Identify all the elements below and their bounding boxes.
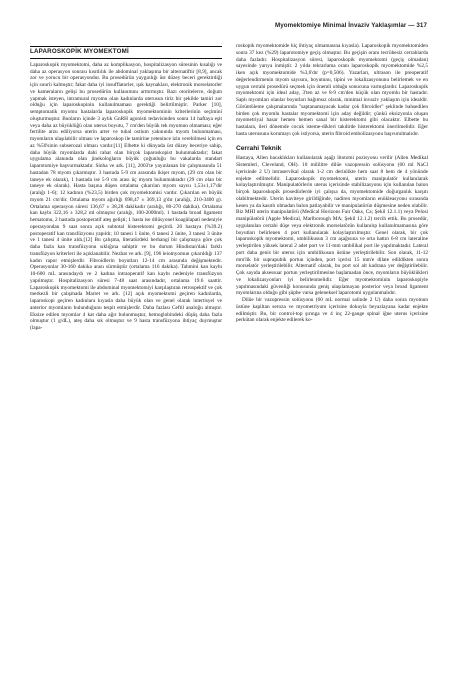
body-paragraph: Laparoskopik myomektomi, daha az komplikasyon, hospitalizasyon süresinin kısalığı ve daha az operasyon sonrası kısıtlılık ile abdominal yaklaşıma bir alternatiftir [8,9], ancak zor ve yorucu bir operasyondur. Bu prosedürün yaygınlığı üst düzey beceri gerektirdiği için sınırlı kalmıştır; fakat daha iyi insufflatorler, ışık kaynakları, elektronik morselatorler ve kameraların gelişi bu prosedürün kullanımını arttırmıştır. Bazı otoritelerce, doğum yapmak isteyen, intramural myomu olan kadınlarda uterusun tiriz bir şekilde tamiri zor olduğu için laparoskopinin kullanılmaması gerektiği belirtilmiştir. Parker [10], semptomatik myomu hastalarda laparoskopik myomektominin kriterlerinin seçimini oluşturmuştur. Bunların içinde 3 aylık GnRH agonisti tedavisinden sonra 14 haftaya eşit veya daha az büyüklüğü olan uterus boyutu, 7 cm'den büyük tek myomun olmaması; eğer fertilite arzu ediliyorsa uterin arter ve tubal ostium yakınında myom bulunmaması, myomların ulaşılabilir olması ve laparoskop ile tamirine yetenince izin verebilmesi için en az %50'sinin subserozal olması vardır.[11] Elbette ki dünyada üst düzey beceriye sahip, daha büyük myomlarda dahi rahat olan birçok laparoskopist bulunmaktadır; fakat uygulama alanında olan jinekologların büyük çoğunluğu bu vakalarda standart laparotomiye başvurmaktadır. Sinha ve ark. [11], 2003'te yayınlanan bir çalışmasında 51 hastadan 78 myom çıkarmıştır. 3 hastada 5-9 cm arasında ikişer myom, (29 cm olan bir taneye ek olarak), 1 hastada ise 5-9 cm arası üç myom bulunmaktadır (29 cm olan bir taneye ek olarak). Hasta başına düşen ortalama çıkarılan myom sayısı 1,53±1,17'dir (aralığı 1-6); 12 kadının (%23,5) birden çok myomektomisi vardır. Çıkarılan en büyük myom 21 cm'dir. Ortalama myom ağırlığı 698,47 ± 369,13 g'dır (aralığı, 210-3400 g). Ortalama operasyon süresi 136,67 ± 38,28 dakikadır (aralığı, 80-270 dakika). Ortalama kan kaybı 322,16 ± 328,2 ml olmuştur (aralığı, 100-2000ml). 1 hastada broad ligament hematomu, 2 hastada postoperatif ateş gelişti; 1 hasta ise dilüsyonel koagülapati nedeniyle operasyondan 9 saat sonra açık subtotal histerektomi geçirdi. 20 hastaya (%39.2) postoperatif kan transfüzyonu yapıldı; 10 tanesi 1 ünite, 6 tanesi 2 ünite, 3 tanesi 3 ünite ve 1 tanesi 4 ünite aldı.[12] Bu çalışma, literatürdeki herhangi bir çalışmaya göre çok daha fazla kan transfüzyonu sıklığına sahiptir ve bu durum Hindistan'daki farklı transfüzyon kriterleri ile açıklanabilir. Nezhat ve ark. [9], 196 leiomyomun çıkarıldığı 137 kadın rapor etmişlerdir. Fibroidlerin boyutları 12-14 cm arasında değişmektedir. Operasyonlar 30-160 dakika arası sürmüştür (ortalama 116 dakika). Tahmini kan kaybı 10-600 mL arasındaydı ve 2 kadına intraoperatif kan kaybı nedeniyle transfüzyon yapılmıştır. Hospitalizasyon süresi 7-48 saat arasındadır, ortalama 19.6 saattir. Laparoskopik myomektomi ile abdominal myomektomiyi karşılaştıran retrospektif ve çok merkezli bir çalışmada Marret ve ark. [12] açık myomektomi geçiren kadınlarda, laparoskopi geçiren kadınlara kıyasla daha büyük olan ve genel olarak intertisyel ve anterior myomların bulunduğunu tespit etmişlerdir. Daha fazlası Ceftil analoğu almıştır. Eksize edilen myomlar 4 kat daha ağır bulunmuştur, hemoglobindeki düşüş daha fazla olmuştur (1 g/dL), ateş daha sık olmuştur ve 9 hasta transfüzyona ihtiyaç duymuştur (lapa-: [30, 61, 222, 331]
sub-heading: Cerrahi Teknik: [236, 144, 282, 152]
running-header: Myomektomiye Minimal İnvaziv Yaklaşımlar — 317: [274, 22, 427, 29]
body-paragraph: roskopik myomektomide hiç ihtiyaç olmamasına kıyasla). Laparoskopik myomektomiden sonra 37 kez (%29) laparotomiye geçiş olmuştur. Bu geçişin oranı tecrübesiz cerrahlarda daha fazladır. Hospitalizasyon süresi, laparoskopik myomektomi (geçiş olmadan) sayesinde yarıya inmiştir. 2 yılda tekrarlama oranı laparoskopik myomektomide %2,5 iken açık myomektomide %3,6'dır (p=0,506). Yazarları, ultrason ile preoperatif değerlendirmenin myom sayısını, boyutunu, tipini ve lokalizasyonunu belirlemek ve en uygun cerrahi prosedürü seçmek için önemli olduğu sonucuna varmışlardır. Laparoskopik myomektomi için ideal aday, 3'ten az ve 8-9 cm'den küçük olan myomlu bir hastadır. Saplı myomları olanlar boyutları bağımsız olarak, minimal invaziv yaklaşım için idealdir. Görüntüleme çalışmalarında "saptanamayacak kadar çok fibroidler" şeklinde bahsedilen birden çok myomlu hastalar myomektomi için aday değildir; çünkü eksizyonla oluşan myometriyal hasar hemen hemen sanal bir histerektomi gibi olacaktır. Elbette bu hastalara, ileri dönemde cocuk isteme-dikleri takdirde histerektomi önerilmelidir. Eğer hasta uterusunu korumayı çok istiyorsa, uterin fibroid embolizasyonu başvurulmalıdır.: [236, 43, 428, 137]
body-paragraph: Dilüe bir vazopressin solüsyonu (60 mL normal salinde 2 U) daha sonra myomun üstüne kapiltan seroza ve myometriyum içerisine dokuyla beyazlayana kadar enjekte edilmiştir. Bu, bir control-top şırınga ve 4 inç 22-gauge spinal iğne uterus içerisine perkütan olarak enjekte edilerek ko-: [236, 297, 428, 324]
body-paragraph: Hastaya, Allen bacaklıkları kullanılarak aşağı litotomi pozisyonu verilir (Allen Medikal Sistemleri, Cleveland, OH). 10 mililitre dilüe vazopressin solüsyonu (60 ml NaCl içerisinde 2 U) intraservikal olarak 1-2 cm derinlikte hem saat 8 hem de 4 yönünde enjekte edilmelidir. Laparoskopik myomektomi, uterin manipulatör kullanılarak kolaylaştırılmıştır. Manipulatörlerin uterus içerisinde stabilizasyonu için kullanılan balon birçok laparoskopik prosedürlerde iyi çalışsa da, myomektomide doğurganlık karşıtı olabilmektedir. Uterin kaviteye girildiğinde, nadiren myomların enükleasyonu sırasında kesen ya da kasıtlı olmadan balon patlayabilir ve manipulatörün düşmesine neden olabilir. Biz MHI uterin manipulatörü (Medical Horizons Fair Oaks, Ca; Şekil 12.1.1) veya Pelosi manipülatörü (Apple Medical, Marlborough MA; Şekil 12.1.2) tercih ettik. Bu prosedür, uygulanılan cerrahi düşe veya elektronik morselatörün kullanılıp kullanılmamasına göre boyutları belirlenen 4 port kullanılarak kolaylaştırılmıştır. Genel olarak, bir çok laparoskopik myomektomi, umbilikusun 3 cm aşağısına ve orta hattın 6-8 cm lateraline yerleştirilen yüksek lateral 2 adet port ve 11-mm umbilikal port ile yapılmaktadır. Lateral port daha genis bir uterus için umbilikusun üstüne yerleştirilebilir. Son olarak, 11-12 mm'lik bir suprapubik portun içinden, port içerisi 15 mm'e dilate edildikten sonra morselatör yerleştirilebilir. Alternatif olarak, bu port sol alt kadrana yer değiştirilebilir. Çok sayıda aksessuar portun yerleştirilmesine başlamadan önce, myomların büyüklükleri ve lokalizasyonları iyi belirlenmelidir. Eğer myomektominin laparoskopiyle yapılmasındaki güvenliği konusunda geniş ulaşılamayan posterior veya broad ligament myomlarına olduğu gibi şüphe varsa geleneksel laparotomi uygulanmalıdır.: [236, 155, 428, 297]
section-heading: LAPAROSKOPİK MYOMEKTOMİ: [30, 46, 222, 59]
right-column: [236, 43, 428, 324]
left-column: [30, 46, 222, 332]
